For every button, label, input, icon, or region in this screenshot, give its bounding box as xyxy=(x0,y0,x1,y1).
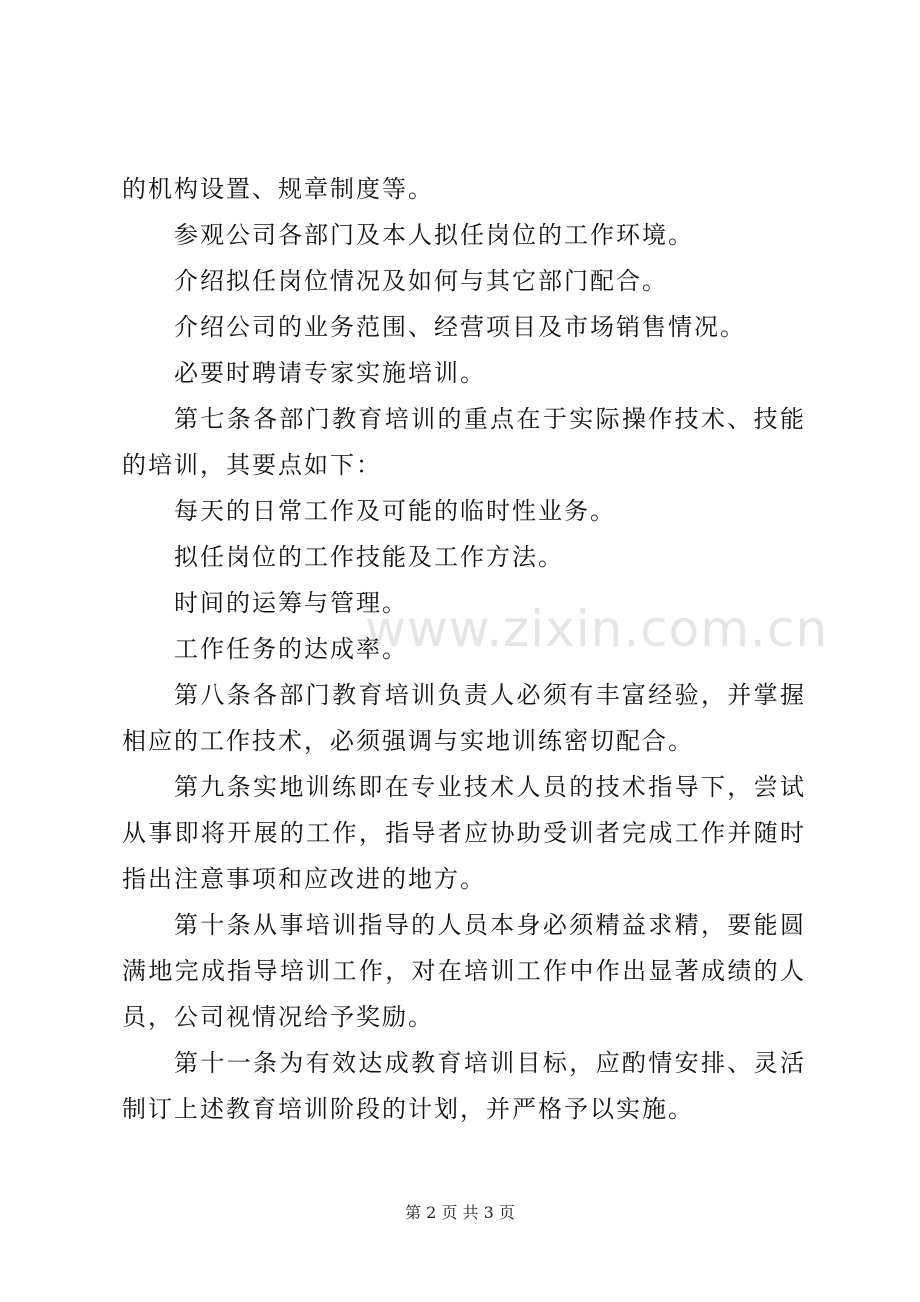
watermark: www.zixin.com.cn xyxy=(365,600,829,658)
paragraph: 工作任务的达成率。 xyxy=(174,635,408,663)
paragraph: 参观公司各部门及本人拟任岗位的工作环境。 xyxy=(174,221,694,249)
paragraph: 第九条实地训练即在专业技术人员的技术指导下，尝试从事即将开展的工作，指导者应协助受训者完成工作并随时指出注意事项和应改进的地方。 xyxy=(122,773,806,893)
paragraph: 介绍公司的业务范围、经营项目及市场销售情况。 xyxy=(174,313,746,341)
page-footer: 第 2 页 共 3 页 xyxy=(405,1203,515,1222)
paragraph: 第七条各部门教育培训的重点在于实际操作技术、技能的培训，其要点如下： xyxy=(122,405,806,479)
paragraph: 必要时聘请专家实施培训。 xyxy=(174,359,486,387)
paragraph: 第十一条为有效达成教育培训目标，应酌情安排、灵活制订上述教育培训阶段的计划，并严格予以实施。 xyxy=(122,1049,806,1123)
paragraph: 第十条从事培训指导的人员本身必须精益求精，要能圆满地完成指导培训工作，对在培训工作中作出显著成绩的人员，公司视情况给予奖励。 xyxy=(122,911,806,1031)
paragraph: 第八条各部门教育培训负责人必须有丰富经验，并掌握相应的工作技术，必须强调与实地训练密切配合。 xyxy=(122,681,806,755)
paragraph: 拟任岗位的工作技能及工作方法。 xyxy=(174,543,564,571)
paragraph: 介绍拟任岗位情况及如何与其它部门配合。 xyxy=(174,267,668,295)
paragraph: 每天的日常工作及可能的临时性业务。 xyxy=(174,497,616,525)
paragraph: 的机构设置、规章制度等。 xyxy=(122,175,434,203)
paragraph: 时间的运筹与管理。 xyxy=(174,589,408,617)
